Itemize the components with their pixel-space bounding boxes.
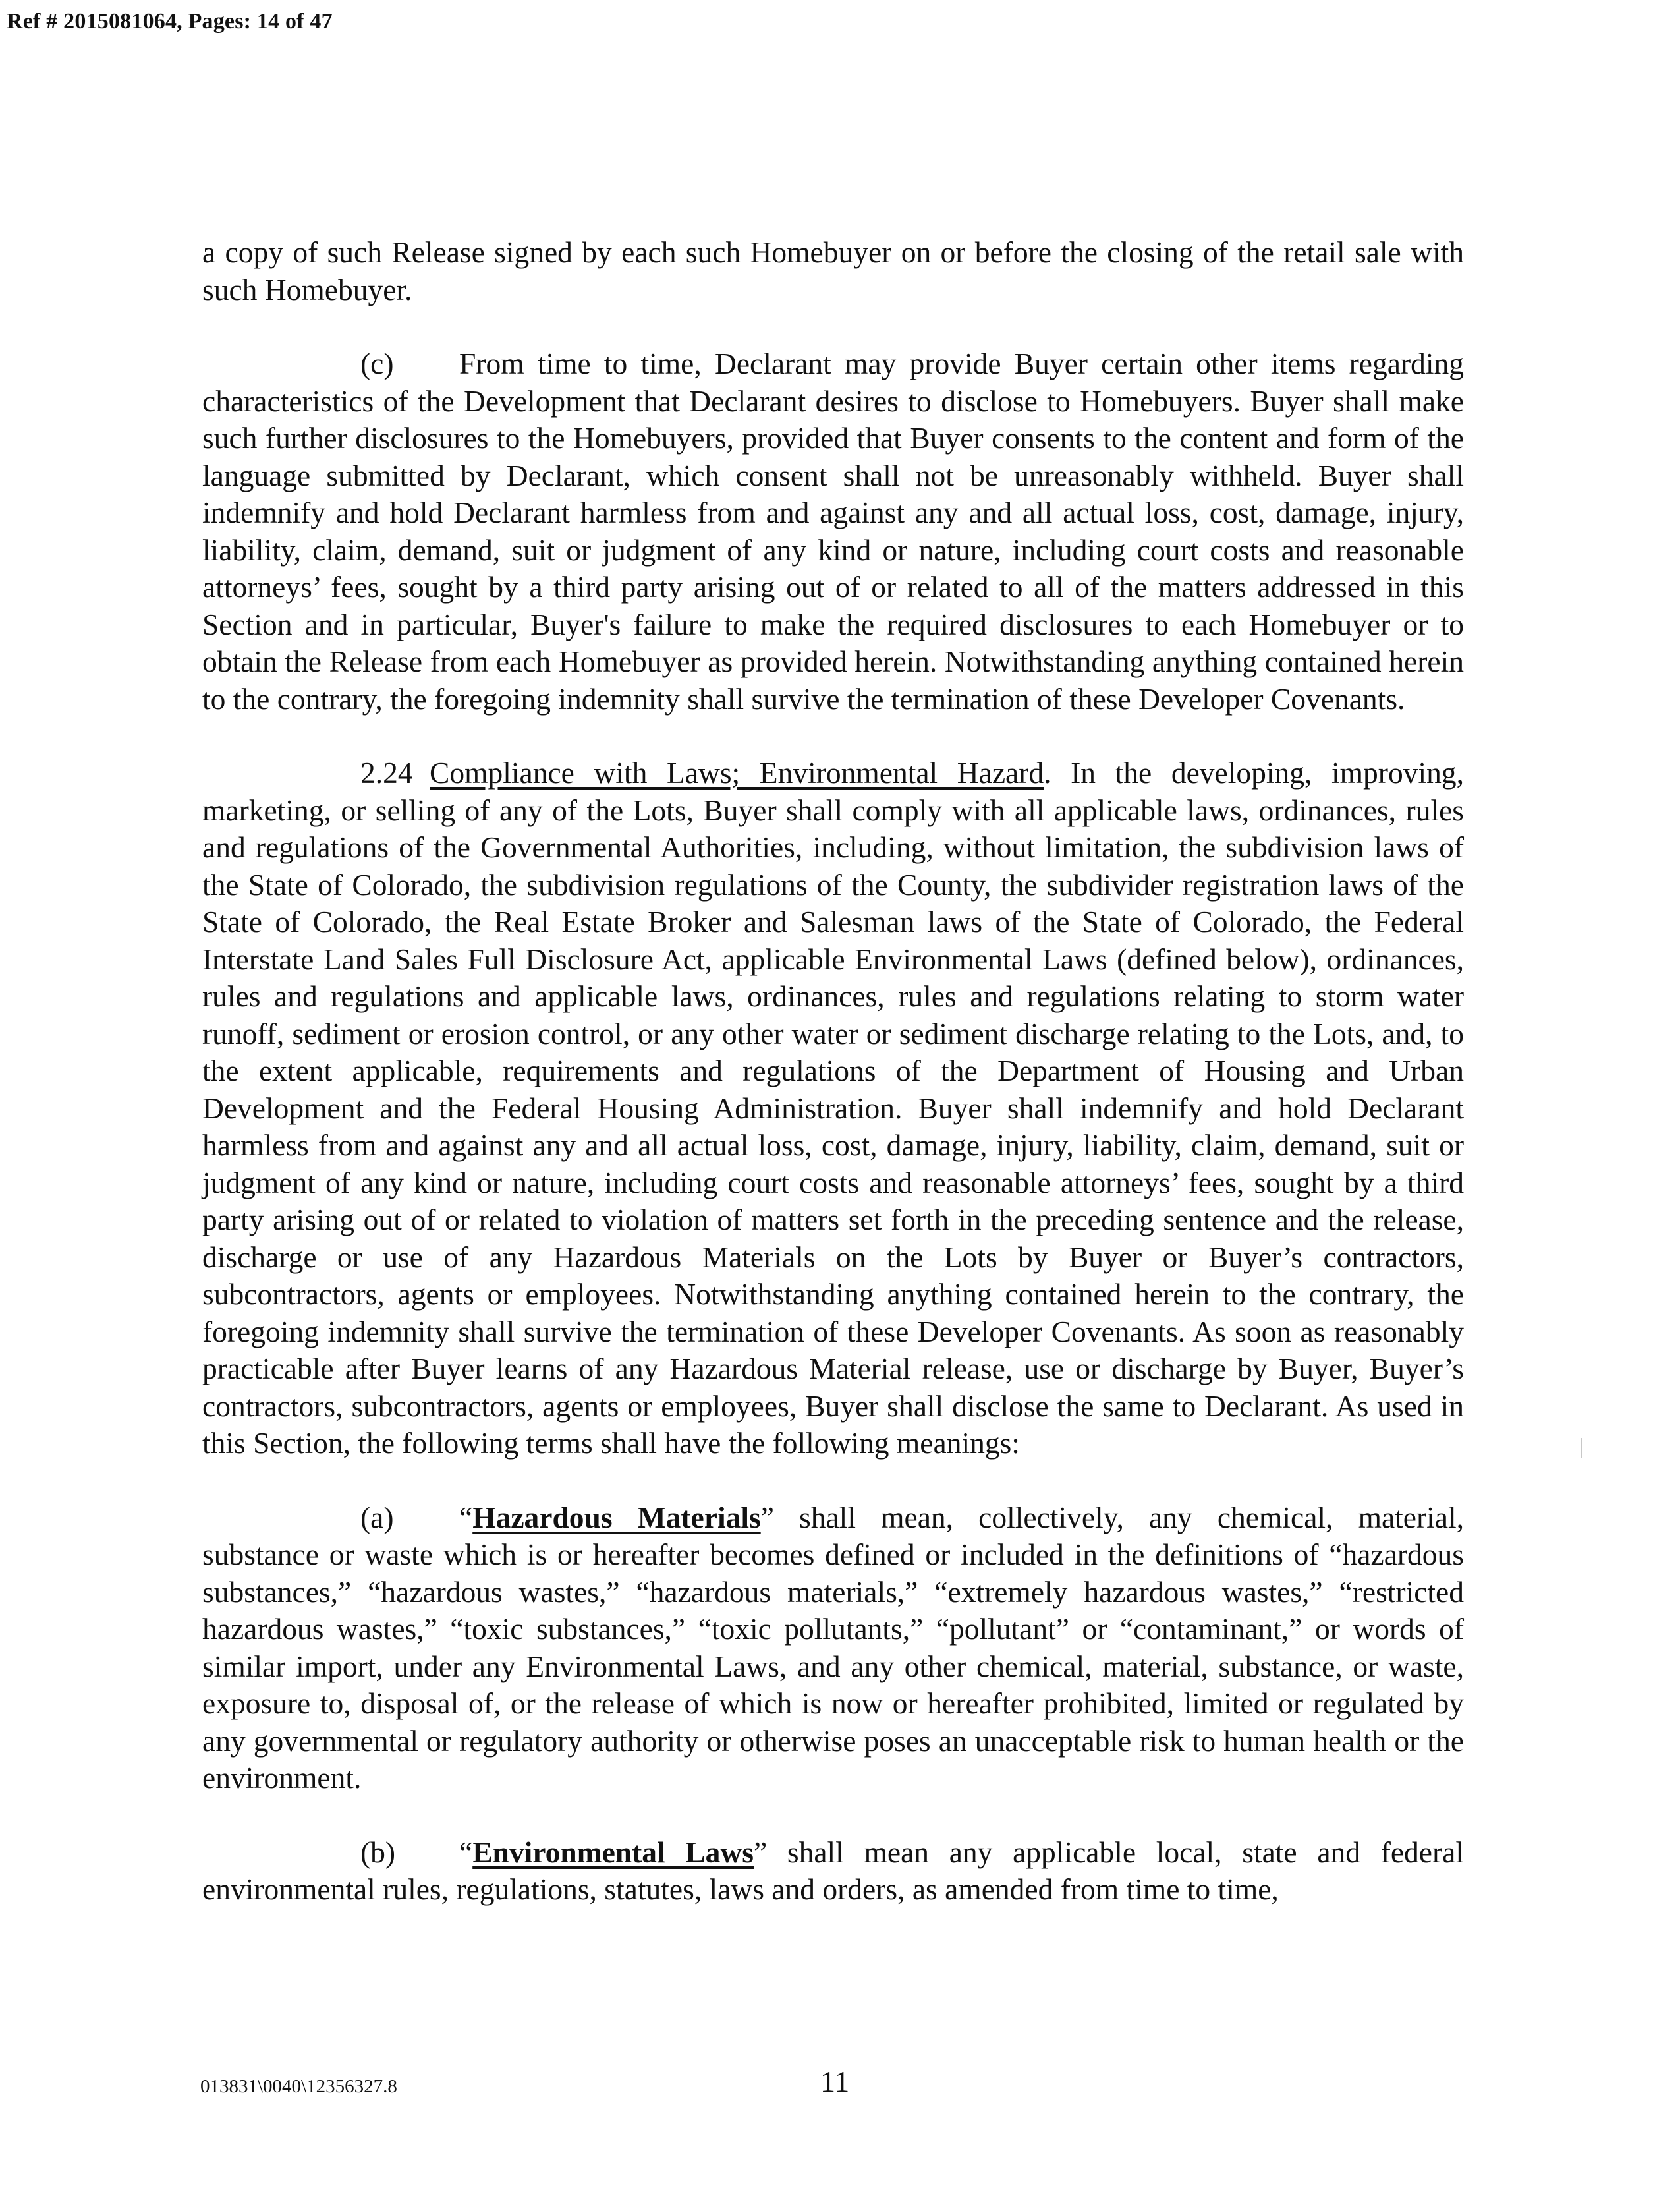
list-label: (c)	[360, 347, 394, 380]
section-number: 2.24	[360, 756, 413, 790]
section-heading: Compliance with Laws; Environmental Hazard	[430, 756, 1044, 790]
list-label: (a)	[360, 1500, 394, 1534]
document-body	[202, 234, 1464, 1945]
paragraph-release-continuation	[202, 234, 1464, 308]
document-code: 013831\0040\12356327.8	[200, 2076, 397, 2097]
open-quote: “	[459, 1835, 473, 1869]
scan-artifact	[1581, 1438, 1582, 1458]
page-number: 11	[820, 2065, 850, 2098]
open-quote: “	[459, 1500, 473, 1534]
paragraph-text: ” shall mean any applicable local, state and federal environmental rules, regulations, statutes, laws and orders, as amended from time to time,	[202, 1835, 1464, 1906]
list-label: (b)	[360, 1835, 396, 1869]
paragraph-section-2-24	[202, 755, 1464, 1462]
paragraph-b-environmental-laws	[202, 1834, 1464, 1909]
paragraph-text: From time to time, Declarant may provide Buyer certain other items regarding characteristics of the Development that Declarant desires to disclose to Homebuyers. Buyer shall make such further disclosures to the Homebuyers, provided that Buyer consents to the content and form of the language submitted by Declarant, which consent shall not be unreasonably withheld. Buyer shall indemnify and hold Declarant harmless from and against any and all actual loss, cost, damage, injury, liability, claim, demand, suit or judgment of any kind or nature, including court costs and reasonable attorneys’ fees, sought by a third party arising out of or related to all of the matters addressed in this Section and in particular, Buyer's failure to make the required disclosures to each Homebuyer or to obtain the Release from each Homebuyer as provided herein. Notwithstanding anything contained herein to the contrary, the foregoing indemnity shall survive the termination of these Developer Covenants.	[202, 347, 1464, 716]
paragraph-text: a copy of such Release signed by each such Homebuyer on or before the closing of the retail sale with such Homebuyer.	[202, 235, 1464, 306]
defined-term: Environmental Laws	[472, 1835, 754, 1869]
defined-term: Hazardous Materials	[472, 1500, 761, 1534]
paragraph-c-disclosures	[202, 345, 1464, 718]
paragraph-text: ” shall mean, collectively, any chemical, material, substance or waste which is or hereafter becomes defined or included in the definitions of “hazardous substances,” “hazardous wastes,” “hazardous materials,” “extremely hazardous wastes,” “restricted hazardous wastes,” “toxic substances,” “toxic pollutants,” “pollutant” or “contaminant,” or words of similar import, under any Environmental Laws, and any other chemical, material, substance, or waste, exposure to, disposal of, or the release of which is now or hereafter prohibited, limited or regulated by any governmental or regulatory authority or otherwise poses an unacceptable risk to human health or the environment.	[202, 1500, 1464, 1795]
paragraph-text: . In the developing, improving, marketing, or selling of any of the Lots, Buyer shall comply with all applicable laws, ordinances, rules and regulations of the Governmental Authorities, including, without limitation, the subdivision laws of the State of Colorado, the subdivision regulations of the County, the subdivider registration laws of the State of Colorado, the Real Estate Broker and Salesman laws of the State of Colorado, the Federal Interstate Land Sales Full Disclosure Act, applicable Environmental Laws (defined below), ordinances, rules and regulations and applicable laws, ordinances, rules and regulations relating to storm water runoff, sediment or erosion control, or any other water or sediment discharge relating to the Lots, and, to the extent applicable, requirements and regulations of the Department of Housing and Urban Development and the Federal Housing Administration. Buyer shall indemnify and hold Declarant harmless from and against any and all actual loss, cost, damage, injury, liability, claim, demand, suit or judgment of any kind or nature, including court costs and reasonable attorneys’ fees, sought by a third party arising out of or related to violation of matters set forth in the preceding sentence and the release, discharge or use of any Hazardous Materials on the Lots by Buyer or Buyer’s contractors, subcontractors, agents or employees. Notwithstanding anything contained herein to the contrary, the foregoing indemnity shall survive the termination of these Developer Covenants. As soon as reasonably practicable after Buyer learns of any Hazardous Material release, use or discharge by Buyer, Buyer’s contractors, subcontractors, agents or employees, Buyer shall disclose the same to Declarant. As used in this Section, the following terms shall have the following meanings:	[202, 756, 1464, 1460]
reference-header: Ref # 2015081064, Pages: 14 of 47	[7, 9, 333, 34]
paragraph-a-hazardous-materials	[202, 1499, 1464, 1797]
